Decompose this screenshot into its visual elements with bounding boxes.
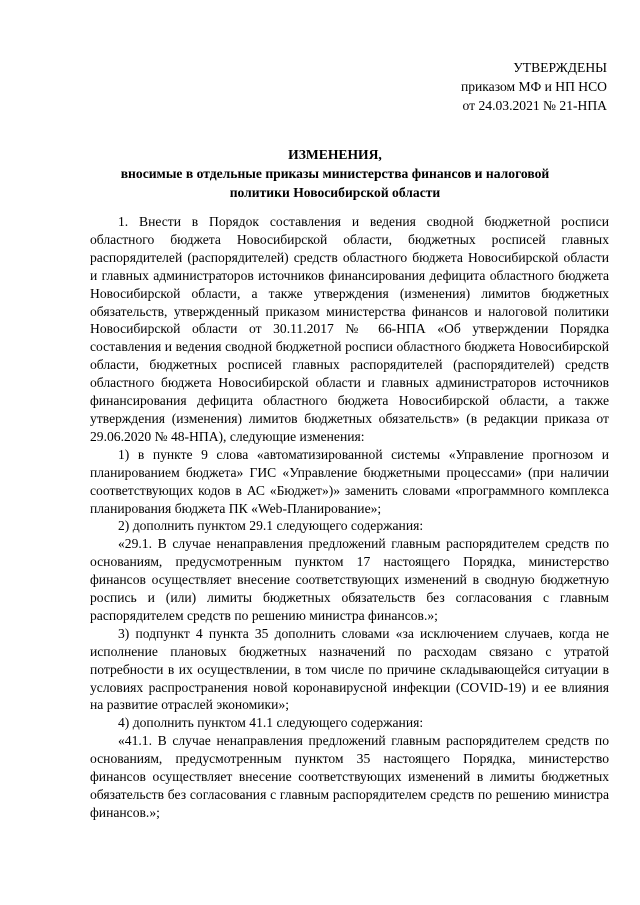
title-line-2: вносимые в отдельные приказы министерства финансов и налоговой	[120, 166, 550, 181]
approval-stamp	[461, 58, 607, 115]
paragraph-3: 2) дополнить пунктом 29.1 следующего содержания:	[118, 518, 424, 534]
paragraph-4: «29.1. В случае ненаправления предложений главным распорядителем средств по основаниям, предусмотренным пунктом 17 настоящего Порядка, министерство финансов осуществляет внесение соответствующих изменений в сводную бюджетную роспись и (или) лимиты бюджетных обязательств без согласования с главным распорядителем средств по решению министра финансов.»;	[90, 536, 609, 623]
paragraph-7: «41.1. В случае ненаправления предложений главным распорядителем средств по основаниям, предусмотренным пунктом 35 настоящего Порядка, министерство финансов осуществляет внесение соответствующих изменений в лимиты бюджетных обязательств без согласования с главным распорядителем средств по решению министра финансов.»;	[90, 733, 609, 820]
approval-line-1: УТВЕРЖДЕНЫ	[513, 60, 607, 75]
approval-line-2: приказом МФ и НП НСО	[460, 79, 607, 94]
document-body	[90, 213, 609, 822]
paragraph-1: 1. Внести в Порядок составления и ведения сводной бюджетной росписи областного бюджета Новосибирской области, бюджетных росписей главных распорядителей (распорядителей) средств областного бюджета Новосибирской области и главных администраторов источников финансирования дефицита областного бюджета Новосибирской области, а также утверждения (изменения) лимитов бюджетных обязательств, утвержденный приказом министерства финансов и налоговой политики Новосибирской области от 30.11.2017 № 66-НПА «Об утверждении Порядка составления и ведения сводной бюджетной росписи областного бюджета Новосибирской области, бюджетных росписей главных распорядителей (распорядителей) средств областного бюджета Новосибирской области и главных администраторов источников финансирования дефицита областного бюджета Новосибирской области, а также утверждения (изменения) лимитов бюджетных обязательств» (в редакции приказа от 29.06.2020 № 48-НПА), следующие изменения:	[90, 214, 609, 444]
title-line-1: ИЗМЕНЕНИЯ,	[288, 147, 382, 162]
paragraph-5: 3) подпункт 4 пункта 35 дополнить словами «за исключением случаев, когда не исполнение плановых бюджетных назначений по расходам связано с утратой потребности в их осуществлении, в том числе по причине складывающейся ситуации в условиях распространения новой коронавирусной инфекции (COVID-19) и ее влияния на развитие отраслей экономики»;	[90, 625, 609, 713]
title-line-3: политики Новосибирской области	[229, 185, 441, 200]
approval-line-3: от 24.03.2021 № 21-НПА	[462, 98, 607, 113]
document-title	[90, 145, 580, 202]
paragraph-2: 1) в пункте 9 слова «автоматизированной системы «Управление прогнозом и планированием бюджета» ГИС «Управление бюджетными процессами» (при наличии соответствующих кодов в АС «Бюджет»)» заменить словами «программного комплекса планирования бюджета ПК «Web-Планирование»;	[90, 446, 609, 516]
paragraph-6: 4) дополнить пунктом 41.1 следующего содержания:	[118, 715, 424, 731]
